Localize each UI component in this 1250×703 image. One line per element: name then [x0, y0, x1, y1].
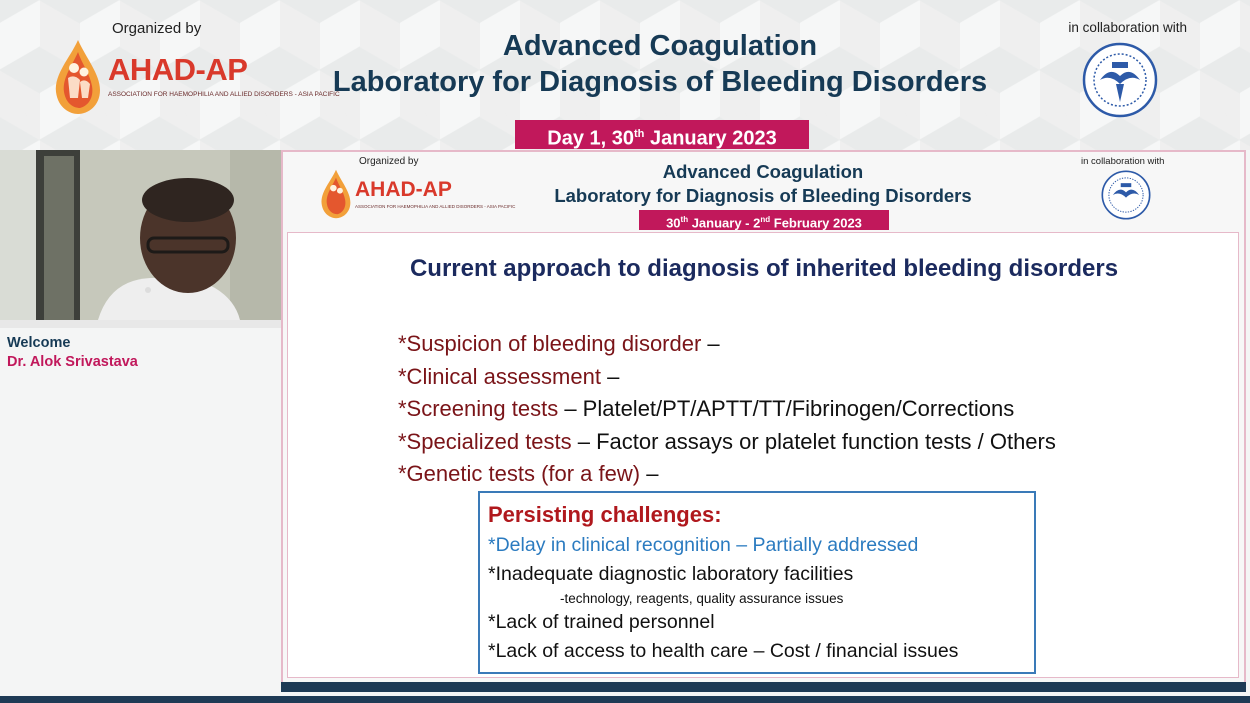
step-item: *Specialized tests – Factor assays or platelet function tests / Others: [398, 428, 1056, 454]
slide-title: [513, 160, 1013, 208]
slide-organized-by: Organized by: [359, 156, 419, 167]
slide-college-seal-icon: [1101, 168, 1151, 222]
slide-content: [287, 232, 1239, 678]
title-line-1: Advanced Coagulation: [502, 30, 818, 62]
step-item: *Suspicion of bleeding disorder –: [398, 331, 720, 356]
organized-by-label: Organized by: [112, 20, 202, 37]
challenge-item: *Lack of access to health care – Cost / financial issues: [488, 640, 959, 662]
speaker-video-frame: [0, 150, 281, 320]
speaker-name: Dr. Alok Srivastava: [7, 354, 138, 370]
challenge-item: *Lack of trained personnel: [488, 611, 715, 633]
collaboration-label: in collaboration with: [1068, 20, 1187, 35]
challenge-subitem: -technology, reagents, quality assurance issues: [560, 591, 844, 606]
welcome-label: Welcome: [7, 335, 71, 351]
logo-name: AHAD-AP: [108, 52, 248, 87]
challenges-box: [478, 491, 1036, 674]
presentation-slide: [281, 150, 1246, 692]
bottom-bar: [0, 696, 1250, 703]
slide-heading: Current approach to diagnosis of inherited bleeding disorders: [409, 255, 1119, 282]
slide-drop-icon: [319, 168, 353, 220]
challenges-title: Persisting challenges:: [488, 502, 722, 527]
step-item: *Screening tests – Platelet/PT/APTT/TT/Fibrinogen/Corrections: [398, 396, 1015, 421]
title-line-2: Laboratory for Diagnosis of Bleeding Disorders: [332, 66, 988, 98]
challenge-item: *Delay in clinical recognition – Partially addressed: [488, 534, 919, 556]
step-item: *Genetic tests (for a few) –: [398, 461, 659, 486]
diagnosis-steps: [398, 328, 1056, 491]
slide-ahad-ap-logo: [319, 168, 516, 220]
slide-logo-name: AHAD-AP: [355, 178, 452, 201]
challenge-item: *Inadequate diagnostic laboratory facilities: [488, 563, 854, 585]
logo-tagline: ASSOCIATION FOR HAEMOPHILIA AND ALLIED DISORDERS - ASIA PACIFIC: [108, 91, 340, 98]
speaker-video: [0, 150, 281, 320]
drop-icon: [52, 38, 104, 116]
slide-date-badge: 30th January - 2nd February 2023: [639, 210, 889, 230]
college-seal-icon: [1082, 40, 1158, 120]
slide-footer-bar: [281, 682, 1246, 692]
page-title: [300, 28, 1020, 100]
day-date-badge: Day 1, 30th January 2023: [515, 120, 809, 149]
video-divider: [0, 320, 281, 328]
slide-collaboration-label: in collaboration with: [1081, 156, 1165, 167]
slide-title-line-1: Advanced Coagulation: [662, 161, 864, 182]
slide-logo-tagline: ASSOCIATION FOR HAEMOPHILIA AND ALLIED DISORDERS - ASIA PACIFIC: [355, 204, 516, 209]
ahad-ap-logo: [52, 38, 340, 116]
step-item: *Clinical assessment –: [398, 363, 620, 389]
slide-title-line-2: Laboratory for Diagnosis of Bleeding Disorders: [554, 185, 972, 206]
